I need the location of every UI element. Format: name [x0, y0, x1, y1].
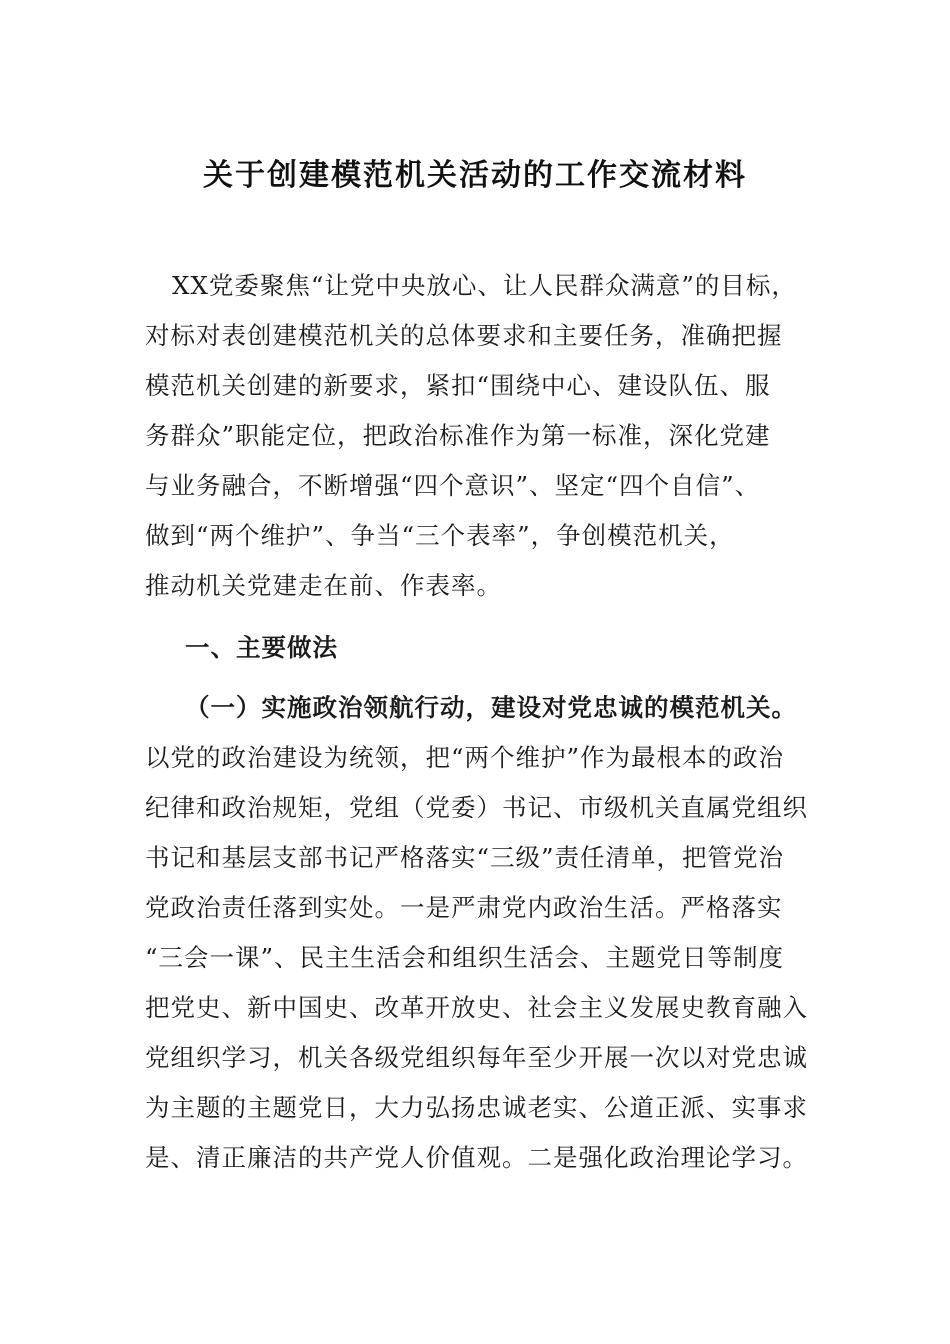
body-line-5: “三会一课”、民主生活会和组织生活会、主题党日等制度 [145, 943, 785, 972]
body-line-4: 党政治责任落到实处。一是严肃党内政治生活。严格落实 [145, 893, 783, 922]
body-line-3: 书记和基层支部书记严格落实“三级”责任清单，把管党治 [145, 843, 785, 872]
subsection-heading-1: （一）实施政治领航行动，建设对党忠诚的模范机关。 [185, 693, 797, 722]
intro-line-3: 模范机关创建的新要求，紧扣“围绕中心、建设队伍、服 [145, 371, 771, 400]
intro-line-1: XX党委聚焦“让党中央放心、让人民群众满意”的目标， [172, 271, 797, 300]
body-line-7: 党组织学习，机关各级党组织每年至少开展一次以对党忠诚 [145, 1043, 808, 1072]
body-line-8: 为主题的主题党日，大力弘扬忠诚老实、公道正派、实事求 [145, 1093, 808, 1122]
body-line-2: 纪律和政治规矩，党组（党委）书记、市级机关直属党组织 [145, 793, 808, 822]
body-line-9: 是、清正廉洁的共产党人价值观。二是强化政治理论学习。 [145, 1143, 808, 1172]
intro-line-6: 做到“两个维护”、争当“三个表率”，争创模范机关， [145, 521, 735, 550]
intro-line-4: 务群众”职能定位，把政治标准作为第一标准，深化党建 [145, 421, 771, 450]
intro-line-7: 推动机关党建走在前、作表率。 [145, 571, 502, 600]
document-title: 关于创建模范机关活动的工作交流材料 [203, 158, 747, 193]
intro-line-2: 对标对表创建模范机关的总体要求和主要任务，准确把握 [145, 321, 783, 350]
intro-line-5: 与业务融合，不断增强“四个意识”、坚定“四个自信”、 [145, 471, 761, 500]
body-line-1: 以党的政治建设为统领，把“两个维护”作为最根本的政治 [145, 743, 785, 772]
body-line-6: 把党史、新中国史、改革开放史、社会主义发展史教育融入 [145, 993, 808, 1022]
section-heading-1: 一、主要做法 [185, 633, 338, 662]
